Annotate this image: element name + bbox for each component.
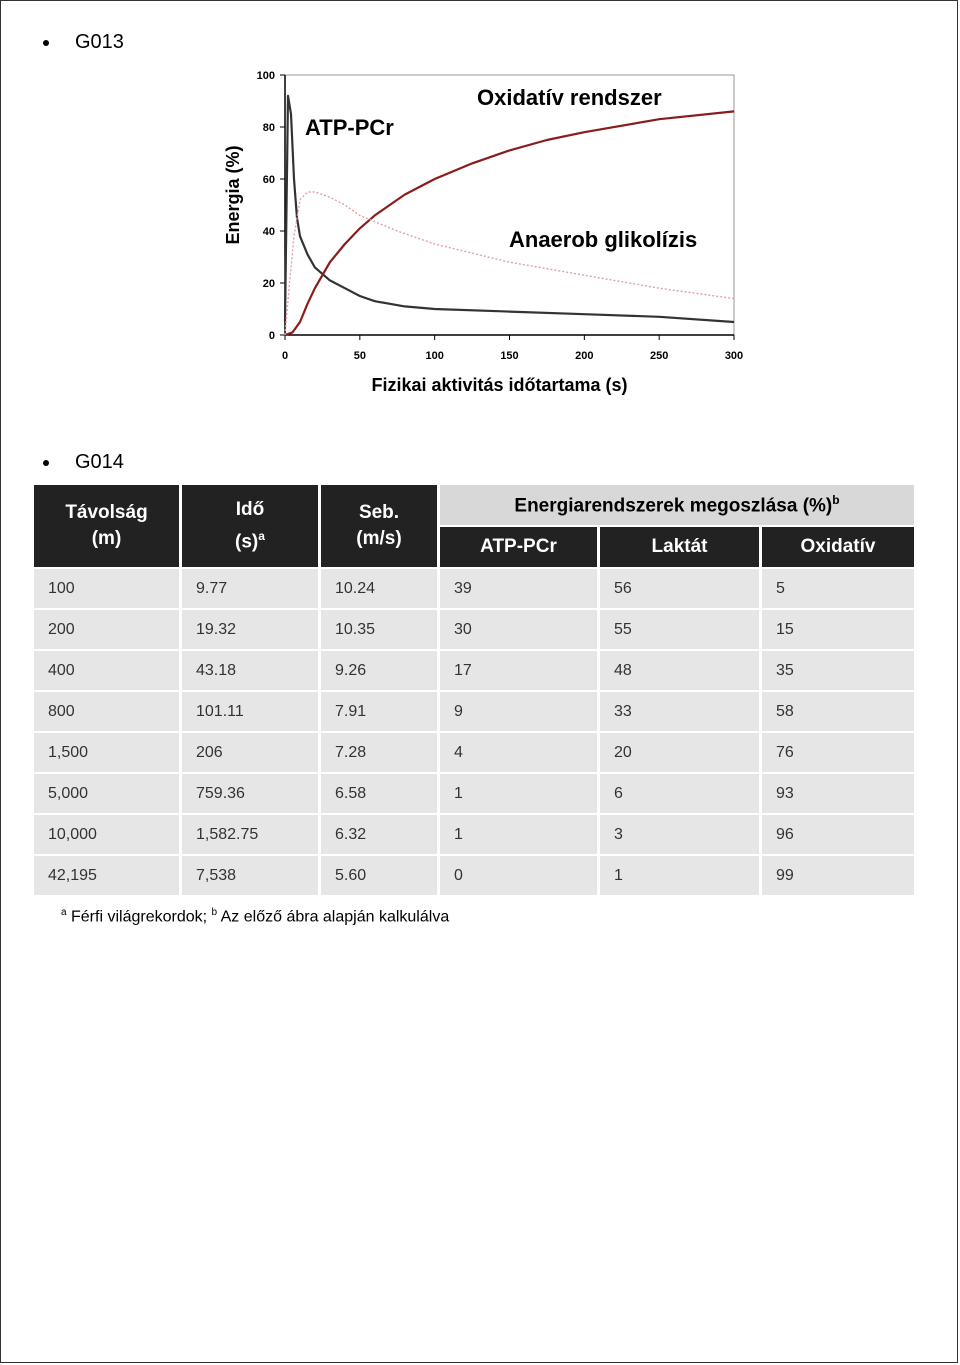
y-tick-label: 20 xyxy=(262,278,275,290)
x-tick-label: 150 xyxy=(500,350,519,362)
header-laktat: Laktát xyxy=(599,526,761,568)
header-time: Idő $(s)^a$ xyxy=(181,485,320,568)
table-row xyxy=(34,568,914,609)
series-label-1: ATP-PCr xyxy=(305,115,394,140)
bullet-item-g013 xyxy=(43,31,124,54)
energy-systems-table xyxy=(34,485,914,895)
table-footnote: $^a$ Férfi világrekordok; $^b$ Az előző ábra alapján kalkulálva xyxy=(61,907,450,926)
table-cell: 93 xyxy=(761,773,915,814)
header-oxidativ: Oxidatív xyxy=(761,526,915,568)
header-speed: Seb. (m/s) xyxy=(320,485,439,568)
y-tick-label: 60 xyxy=(262,174,275,186)
table-cell: 759.36 xyxy=(181,773,320,814)
x-tick-label: 100 xyxy=(425,350,444,362)
table-cell: 800 xyxy=(34,691,181,732)
energy-chart xyxy=(211,67,771,397)
table-cell: 200 xyxy=(34,609,181,650)
table-cell: 5 xyxy=(761,568,915,609)
table-cell: 6.32 xyxy=(320,814,439,855)
x-tick-label: 200 xyxy=(575,350,594,362)
series-label-3: Anaerob glikolízis xyxy=(509,227,698,252)
table-cell: 9.26 xyxy=(320,650,439,691)
table-cell: 35 xyxy=(761,650,915,691)
table-cell: 9.77 xyxy=(181,568,320,609)
bullet-item-g014 xyxy=(43,451,124,474)
bullet-dot xyxy=(43,460,49,466)
table-cell: 0 xyxy=(439,855,599,895)
table-cell: 56 xyxy=(599,568,761,609)
series-line-3 xyxy=(285,192,734,335)
table-cell: 6.58 xyxy=(320,773,439,814)
table-row xyxy=(34,855,914,895)
table-cell: 1 xyxy=(439,773,599,814)
table-cell: 17 xyxy=(439,650,599,691)
series-line-2 xyxy=(285,111,734,335)
table-cell: 100 xyxy=(34,568,181,609)
table-cell: 1,582.75 xyxy=(181,814,320,855)
table-cell: 9 xyxy=(439,691,599,732)
table-cell: 3 xyxy=(599,814,761,855)
table-row xyxy=(34,732,914,773)
y-tick-label: 80 xyxy=(262,122,275,134)
x-tick-label: 250 xyxy=(649,350,669,362)
table-cell: 206 xyxy=(181,732,320,773)
table-cell: 43.18 xyxy=(181,650,320,691)
table-cell: 7,538 xyxy=(181,855,320,895)
table-body xyxy=(34,568,914,895)
table-cell: 10.24 xyxy=(320,568,439,609)
bullet-label: G013 xyxy=(75,31,124,53)
plot-frame xyxy=(285,75,734,335)
table-cell: 7.28 xyxy=(320,732,439,773)
bullet-label: G014 xyxy=(75,451,124,473)
table-cell: 5,000 xyxy=(34,773,181,814)
table-cell: 99 xyxy=(761,855,915,895)
y-tick-label: 0 xyxy=(268,330,275,342)
table-cell: 4 xyxy=(439,732,599,773)
table-cell: 101.11 xyxy=(181,691,320,732)
table-cell: 1 xyxy=(439,814,599,855)
header-atp-pcr: ATP-PCr xyxy=(439,526,599,568)
table-row xyxy=(34,814,914,855)
table-cell: 400 xyxy=(34,650,181,691)
table-cell: 19.32 xyxy=(181,609,320,650)
header-distance: Távolság (m) xyxy=(34,485,181,568)
table-cell: 42,195 xyxy=(34,855,181,895)
table-cell: 76 xyxy=(761,732,915,773)
table-cell: 10.35 xyxy=(320,609,439,650)
table-cell: 58 xyxy=(761,691,915,732)
table-cell: 5.60 xyxy=(320,855,439,895)
header-energy-group: Energiarendszerek megoszlása (%)$^b$ xyxy=(439,485,915,526)
y-tick-label: 40 xyxy=(262,226,275,238)
table-row xyxy=(34,773,914,814)
series-label-2: Oxidatív rendszer xyxy=(477,85,662,110)
table-cell: 48 xyxy=(599,650,761,691)
y-axis-title: Energia (%) xyxy=(223,145,243,245)
bullet-dot xyxy=(43,40,49,46)
table-cell: 39 xyxy=(439,568,599,609)
table-row xyxy=(34,609,914,650)
table-cell: 55 xyxy=(599,609,761,650)
x-tick-label: 300 xyxy=(724,350,744,362)
x-axis-title: Fizikai aktivitás időtartama (s) xyxy=(371,375,628,395)
table-cell: 30 xyxy=(439,609,599,650)
y-tick-label: 100 xyxy=(256,70,275,82)
table-cell: 96 xyxy=(761,814,915,855)
table-cell: 1 xyxy=(599,855,761,895)
table-cell: 1,500 xyxy=(34,732,181,773)
table-cell: 7.91 xyxy=(320,691,439,732)
x-tick-label: 0 xyxy=(281,350,289,362)
x-tick-label: 50 xyxy=(353,350,366,362)
table-cell: 33 xyxy=(599,691,761,732)
table-row xyxy=(34,691,914,732)
table-cell: 20 xyxy=(599,732,761,773)
table-row xyxy=(34,650,914,691)
table-cell: 15 xyxy=(761,609,915,650)
table-cell: 10,000 xyxy=(34,814,181,855)
table-cell: 6 xyxy=(599,773,761,814)
